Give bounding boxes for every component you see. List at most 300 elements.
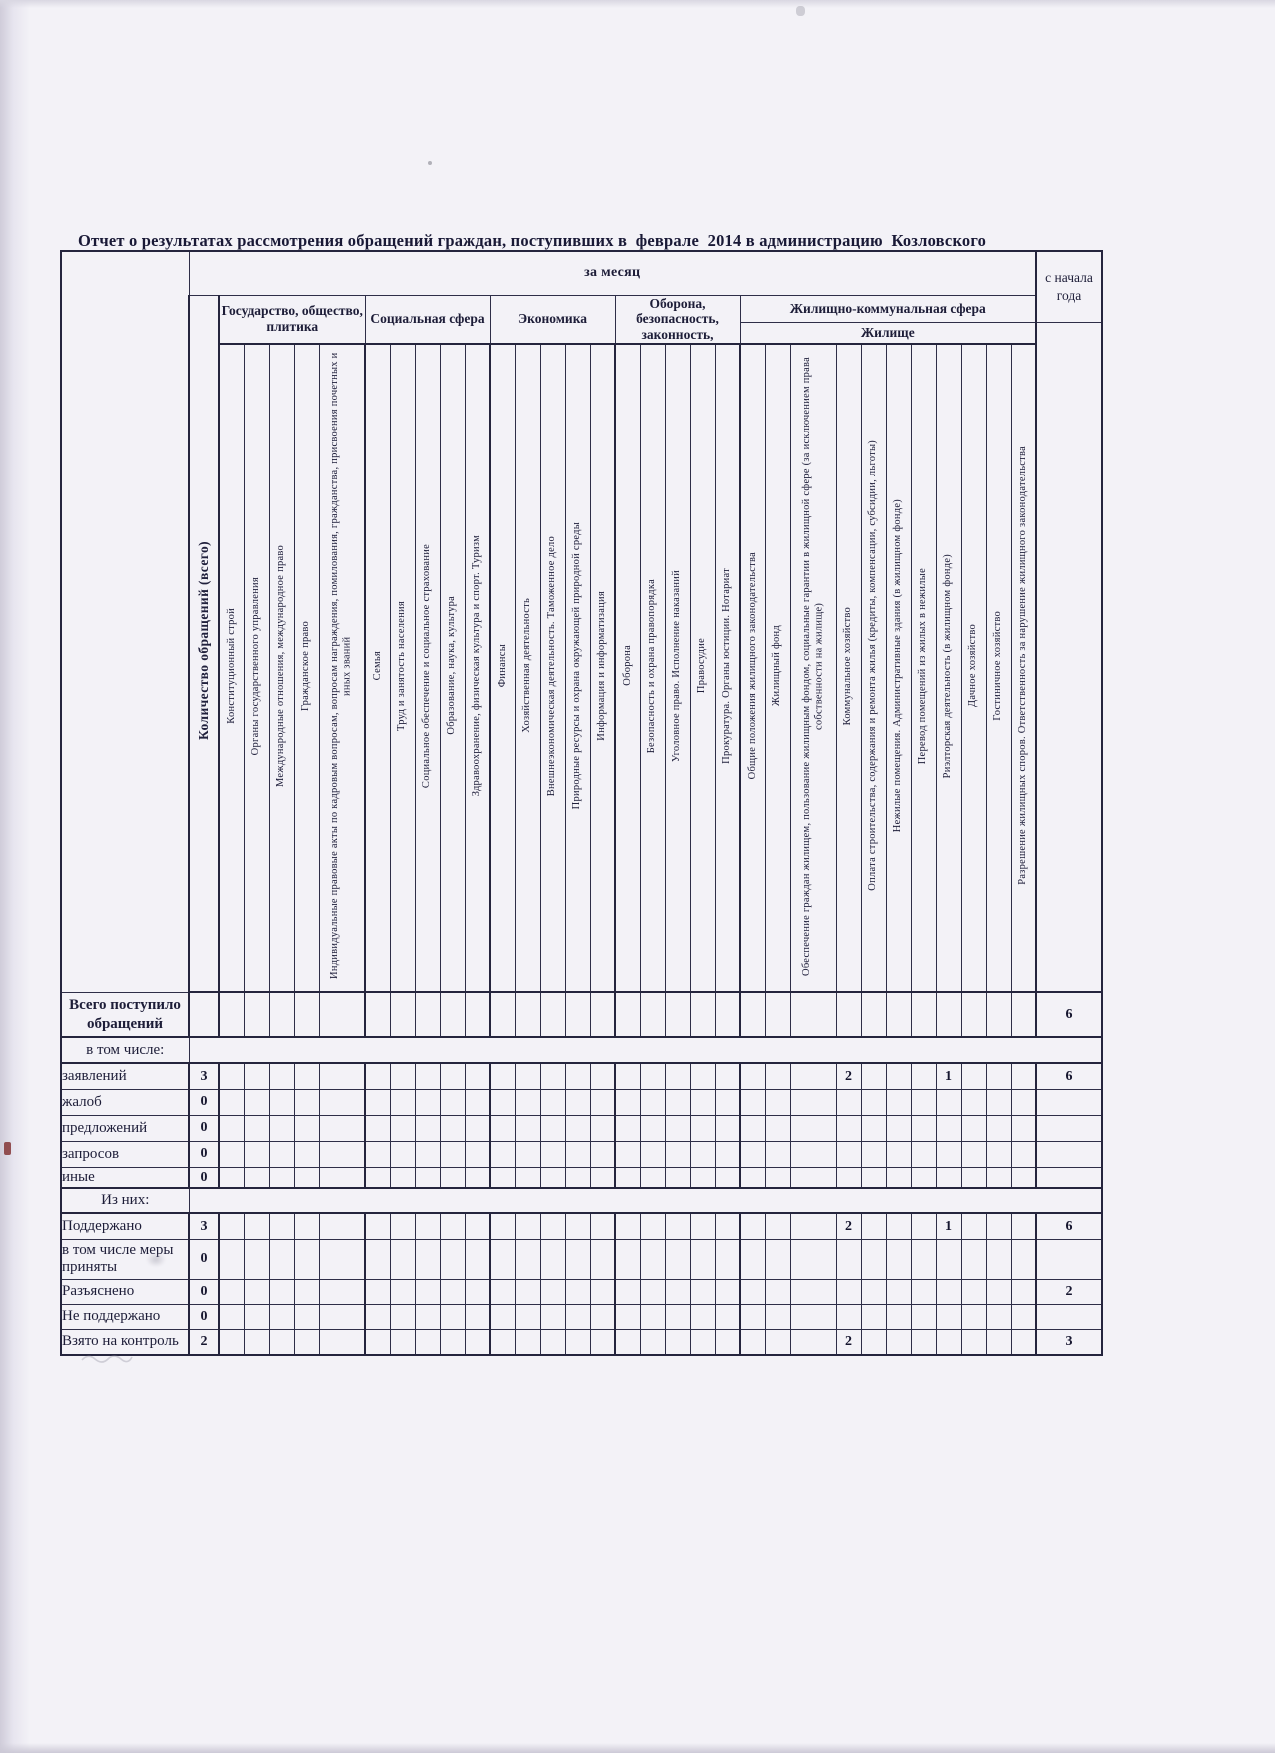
data-cell-col-23 xyxy=(836,1167,861,1188)
vertical-label-text: Социальное обеспечение и социальное страхование xyxy=(421,543,433,788)
data-cell-col-0 xyxy=(219,1089,244,1115)
data-cell-col-25 xyxy=(886,1239,911,1279)
data-cell-col-26 xyxy=(911,1213,936,1239)
data-cell-col-7 xyxy=(415,1239,440,1279)
data-cell-col-24 xyxy=(861,1329,886,1355)
data-cell-col-8 xyxy=(440,1063,465,1089)
data-cell-col-18 xyxy=(690,1213,715,1239)
vertical-label-text: Нежилые помещения. Административные здания (в жилищном фонде) xyxy=(892,499,904,833)
data-cell-col-15 xyxy=(615,1239,640,1279)
data-cell-col-29 xyxy=(986,1115,1011,1141)
table-row xyxy=(61,1089,1102,1115)
data-cell-col-10 xyxy=(490,992,515,1037)
data-cell-col-15 xyxy=(615,992,640,1037)
data-cell-col-19 xyxy=(715,1279,740,1304)
data-cell-col-11 xyxy=(515,1089,540,1115)
scan-artifact-pencil-squiggle xyxy=(80,1350,135,1366)
data-cell-col-2 xyxy=(269,1141,294,1167)
data-cell-col-1 xyxy=(244,1063,269,1089)
vertical-label-text: Гостиничное хозяйство xyxy=(992,610,1004,721)
vertical-label-text: Прокуратура. Органы юстиции. Нотариат xyxy=(721,567,733,764)
data-cell-col-28 xyxy=(961,1213,986,1239)
data-cell-col-12 xyxy=(540,1329,565,1355)
data-cell-col-23 xyxy=(836,1304,861,1329)
data-cell-col-2 xyxy=(269,1279,294,1304)
data-cell-col-16 xyxy=(640,1141,665,1167)
data-cell-col-0 xyxy=(219,1115,244,1141)
table-row xyxy=(61,1141,1102,1167)
data-cell-col-7 xyxy=(415,1089,440,1115)
report-title: Отчет о результатах рассмотрения обращений граждан, поступивших в феврале 2014 в администрацию Козловского xyxy=(78,231,987,250)
data-cell-col-22 xyxy=(790,1063,836,1089)
data-cell-col-9 xyxy=(465,1304,490,1329)
data-cell-col-16 xyxy=(640,1115,665,1141)
separator-empty-cell xyxy=(189,1188,1102,1213)
data-cell-col-12 xyxy=(540,1213,565,1239)
data-cell-col-11 xyxy=(515,1279,540,1304)
data-cell-col-6 xyxy=(390,1239,415,1279)
data-cell-col-28 xyxy=(961,1063,986,1089)
vertical-label-text: Разрешение жилищных споров. Ответственность за нарушение жилищного законодательства xyxy=(1017,446,1029,886)
column-header-19 xyxy=(715,344,740,992)
column-header-27 xyxy=(936,344,961,992)
table-row xyxy=(61,1239,1102,1279)
data-cell-col-1 xyxy=(244,1304,269,1329)
data-cell-col-14 xyxy=(590,1304,615,1329)
data-cell-col-23 xyxy=(836,992,861,1037)
data-cell-col-22 xyxy=(790,1279,836,1304)
data-cell-col-21 xyxy=(765,1329,790,1355)
data-cell-col-15 xyxy=(615,1279,640,1304)
data-cell-col-15 xyxy=(615,1115,640,1141)
year-value-cell: 3 xyxy=(1036,1329,1102,1355)
data-cell-col-1 xyxy=(244,1167,269,1188)
data-cell-col-27 xyxy=(936,992,961,1037)
data-cell-col-27: 1 xyxy=(936,1063,961,1089)
table-row xyxy=(61,1329,1102,1355)
vertical-label-text: Семья xyxy=(371,651,383,681)
data-cell-col-9 xyxy=(465,1213,490,1239)
data-cell-col-29 xyxy=(986,1213,1011,1239)
data-cell-col-5 xyxy=(365,1089,390,1115)
data-cell-col-15 xyxy=(615,1167,640,1188)
data-cell-col-10 xyxy=(490,1213,515,1239)
year-value-cell: 6 xyxy=(1036,992,1102,1037)
data-cell-col-5 xyxy=(365,1239,390,1279)
data-cell-col-12 xyxy=(540,992,565,1037)
data-cell-col-17 xyxy=(665,1279,690,1304)
data-cell-col-17 xyxy=(665,1063,690,1089)
data-cell-col-8 xyxy=(440,1304,465,1329)
count-cell: 0 xyxy=(189,1167,219,1188)
vertical-label-text: Органы государственного управления xyxy=(250,576,262,755)
column-header-10 xyxy=(490,344,515,992)
data-cell-col-17 xyxy=(665,1304,690,1329)
data-cell-col-22 xyxy=(790,992,836,1037)
data-cell-col-3 xyxy=(294,1089,319,1115)
data-cell-col-1 xyxy=(244,1279,269,1304)
data-cell-col-8 xyxy=(440,1115,465,1141)
data-cell-col-19 xyxy=(715,1213,740,1239)
data-cell-col-24 xyxy=(861,1304,886,1329)
row-label: Не поддержано xyxy=(61,1304,189,1329)
data-cell-col-16 xyxy=(640,1063,665,1089)
column-header-15 xyxy=(615,344,640,992)
data-cell-col-30 xyxy=(1011,1213,1036,1239)
data-cell-col-13 xyxy=(565,1167,590,1188)
data-cell-col-24 xyxy=(861,1279,886,1304)
data-cell-col-0 xyxy=(219,1304,244,1329)
data-cell-col-0 xyxy=(219,1239,244,1279)
scan-artifact-speck xyxy=(796,6,805,16)
vertical-label-text: Перевод помещений из жилых в нежилые xyxy=(917,567,929,764)
data-cell-col-21 xyxy=(765,1213,790,1239)
data-cell-col-23: 2 xyxy=(836,1213,861,1239)
data-cell-col-27 xyxy=(936,1089,961,1115)
data-cell-col-14 xyxy=(590,1115,615,1141)
data-cell-col-0 xyxy=(219,1279,244,1304)
data-cell-col-25 xyxy=(886,1141,911,1167)
data-cell-col-21 xyxy=(765,1279,790,1304)
data-cell-col-8 xyxy=(440,1279,465,1304)
vertical-label-text: Оплата строительства, содержания и ремонта жилья (кредиты, компенсации, субсидии, льготы) xyxy=(867,440,879,892)
vertical-label-text: Международные отношения, международное право xyxy=(275,544,287,787)
data-cell-col-29 xyxy=(986,1089,1011,1115)
data-cell-col-18 xyxy=(690,1115,715,1141)
data-cell-col-19 xyxy=(715,1141,740,1167)
data-cell-col-6 xyxy=(390,992,415,1037)
data-cell-col-16 xyxy=(640,1167,665,1188)
data-cell-col-13 xyxy=(565,1063,590,1089)
column-header-29 xyxy=(986,344,1011,992)
column-header-16 xyxy=(640,344,665,992)
data-cell-col-12 xyxy=(540,1167,565,1188)
data-cell-col-13 xyxy=(565,1115,590,1141)
data-cell-col-19 xyxy=(715,1115,740,1141)
count-cell: 3 xyxy=(189,1213,219,1239)
data-cell-col-2 xyxy=(269,1213,294,1239)
data-cell-col-19 xyxy=(715,1239,740,1279)
data-cell-col-27 xyxy=(936,1304,961,1329)
data-cell-col-20 xyxy=(740,1304,765,1329)
table-row xyxy=(61,1115,1102,1141)
data-cell-col-10 xyxy=(490,1089,515,1115)
data-cell-col-9 xyxy=(465,1141,490,1167)
data-cell-col-24 xyxy=(861,992,886,1037)
data-cell-col-22 xyxy=(790,1115,836,1141)
data-cell-col-13 xyxy=(565,1279,590,1304)
data-cell-col-22 xyxy=(790,1239,836,1279)
count-cell: 2 xyxy=(189,1329,219,1355)
group-header-2: Экономика xyxy=(490,295,615,344)
data-cell-col-22 xyxy=(790,1167,836,1188)
data-cell-col-3 xyxy=(294,1141,319,1167)
column-header-0 xyxy=(219,344,244,992)
data-cell-col-13 xyxy=(565,1089,590,1115)
data-cell-col-3 xyxy=(294,1304,319,1329)
data-cell-col-11 xyxy=(515,1239,540,1279)
data-cell-col-19 xyxy=(715,1089,740,1115)
year-value-cell: 6 xyxy=(1036,1063,1102,1089)
data-cell-col-11 xyxy=(515,1329,540,1355)
data-cell-col-1 xyxy=(244,1239,269,1279)
row-label: Из них: xyxy=(61,1188,189,1213)
data-cell-col-29 xyxy=(986,1063,1011,1089)
data-cell-col-0 xyxy=(219,1329,244,1355)
data-cell-col-10 xyxy=(490,1239,515,1279)
count-cell: 0 xyxy=(189,1089,219,1115)
data-cell-col-4 xyxy=(319,1115,365,1141)
data-cell-col-25 xyxy=(886,1279,911,1304)
data-cell-col-14 xyxy=(590,1089,615,1115)
scan-artifact-speck xyxy=(428,161,432,165)
year-value-cell xyxy=(1036,1304,1102,1329)
column-header-23 xyxy=(836,344,861,992)
data-cell-col-30 xyxy=(1011,1115,1036,1141)
column-header-26 xyxy=(911,344,936,992)
data-cell-col-25 xyxy=(886,1304,911,1329)
data-cell-col-28 xyxy=(961,1089,986,1115)
table-row xyxy=(61,1037,1102,1063)
count-cell: 3 xyxy=(189,1063,219,1089)
data-cell-col-27 xyxy=(936,1115,961,1141)
data-cell-col-3 xyxy=(294,1329,319,1355)
column-header-8 xyxy=(440,344,465,992)
data-cell-col-12 xyxy=(540,1239,565,1279)
data-cell-col-2 xyxy=(269,992,294,1037)
data-cell-col-26 xyxy=(911,1329,936,1355)
data-cell-col-22 xyxy=(790,1329,836,1355)
data-cell-col-17 xyxy=(665,1115,690,1141)
data-cell-col-9 xyxy=(465,1279,490,1304)
row-label: заявлений xyxy=(61,1063,189,1089)
data-cell-col-25 xyxy=(886,1213,911,1239)
data-cell-col-4 xyxy=(319,1279,365,1304)
period-header: за месяц xyxy=(189,251,1036,295)
data-cell-col-24 xyxy=(861,1115,886,1141)
data-cell-col-30 xyxy=(1011,1141,1036,1167)
year-value-cell xyxy=(1036,1167,1102,1188)
vertical-label-text: Дачное хозяйство xyxy=(967,624,979,708)
row-label: Поддержано xyxy=(61,1213,189,1239)
data-cell-col-0 xyxy=(219,1213,244,1239)
data-cell-col-28 xyxy=(961,1141,986,1167)
data-cell-col-24 xyxy=(861,1239,886,1279)
data-cell-col-20 xyxy=(740,1329,765,1355)
data-cell-col-21 xyxy=(765,1167,790,1188)
data-cell-col-26 xyxy=(911,1279,936,1304)
data-cell-col-20 xyxy=(740,992,765,1037)
year-value-cell: 6 xyxy=(1036,1213,1102,1239)
data-cell-col-23: 2 xyxy=(836,1329,861,1355)
count-cell: 0 xyxy=(189,1115,219,1141)
vertical-label-text: Жилищный фонд xyxy=(771,625,783,707)
year-header: с начала года xyxy=(1036,251,1102,322)
group-header-3: Оборона, безопасность, законность, xyxy=(615,295,740,344)
column-header-1 xyxy=(244,344,269,992)
data-cell-col-3 xyxy=(294,1213,319,1239)
data-cell-col-6 xyxy=(390,1115,415,1141)
data-cell-col-19 xyxy=(715,992,740,1037)
table-corner-cell xyxy=(61,251,189,992)
data-cell-col-27: 1 xyxy=(936,1213,961,1239)
data-cell-col-0 xyxy=(219,1141,244,1167)
data-cell-col-11 xyxy=(515,992,540,1037)
data-cell-col-30 xyxy=(1011,1239,1036,1279)
data-cell-col-26 xyxy=(911,1167,936,1188)
data-cell-col-16 xyxy=(640,1329,665,1355)
data-cell-col-3 xyxy=(294,1279,319,1304)
data-cell-col-8 xyxy=(440,1329,465,1355)
data-cell-col-18 xyxy=(690,1304,715,1329)
data-cell-col-1 xyxy=(244,1115,269,1141)
column-header-25 xyxy=(886,344,911,992)
data-cell-col-1 xyxy=(244,1089,269,1115)
count-cell: 0 xyxy=(189,1239,219,1279)
data-cell-col-3 xyxy=(294,1239,319,1279)
data-cell-col-19 xyxy=(715,1304,740,1329)
column-header-22 xyxy=(790,344,836,992)
data-cell-col-17 xyxy=(665,1141,690,1167)
data-cell-col-21 xyxy=(765,1141,790,1167)
scan-edge-bottom xyxy=(0,1743,1275,1753)
count-column-header xyxy=(189,295,219,992)
data-cell-col-11 xyxy=(515,1304,540,1329)
data-cell-col-7 xyxy=(415,992,440,1037)
row-label: запросов xyxy=(61,1141,189,1167)
column-header-12 xyxy=(540,344,565,992)
data-cell-col-29 xyxy=(986,1329,1011,1355)
data-cell-col-5 xyxy=(365,1213,390,1239)
data-cell-col-2 xyxy=(269,1329,294,1355)
vertical-label-text: Внешнеэкономическая деятельность. Таможенное дело xyxy=(546,535,558,796)
data-cell-col-5 xyxy=(365,1279,390,1304)
vertical-label-text: Конституционный строй xyxy=(225,607,237,724)
data-cell-col-19 xyxy=(715,1329,740,1355)
data-cell-col-17 xyxy=(665,1239,690,1279)
count-cell: 0 xyxy=(189,1304,219,1329)
data-cell-col-14 xyxy=(590,1063,615,1089)
data-cell-col-29 xyxy=(986,1304,1011,1329)
data-cell-col-21 xyxy=(765,1063,790,1089)
data-cell-col-27 xyxy=(936,1279,961,1304)
data-cell-col-4 xyxy=(319,1141,365,1167)
data-cell-col-16 xyxy=(640,1239,665,1279)
data-cell-col-24 xyxy=(861,1063,886,1089)
vertical-label-text: Правосудие xyxy=(696,638,708,694)
data-cell-col-7 xyxy=(415,1115,440,1141)
column-header-28 xyxy=(961,344,986,992)
data-cell-col-20 xyxy=(740,1115,765,1141)
data-cell-col-15 xyxy=(615,1141,640,1167)
data-cell-col-20 xyxy=(740,1213,765,1239)
column-header-24 xyxy=(861,344,886,992)
data-cell-col-20 xyxy=(740,1063,765,1089)
data-cell-col-30 xyxy=(1011,1279,1036,1304)
data-cell-col-1 xyxy=(244,1329,269,1355)
data-cell-col-18 xyxy=(690,1141,715,1167)
data-cell-col-21 xyxy=(765,1089,790,1115)
table-row xyxy=(61,1304,1102,1329)
data-cell-col-22 xyxy=(790,1141,836,1167)
data-cell-col-5 xyxy=(365,1115,390,1141)
data-cell-col-8 xyxy=(440,1239,465,1279)
data-cell-col-13 xyxy=(565,1213,590,1239)
data-cell-col-26 xyxy=(911,992,936,1037)
vertical-label-text: Хозяйственная деятельность xyxy=(521,598,533,734)
data-cell-col-26 xyxy=(911,1304,936,1329)
data-cell-col-6 xyxy=(390,1141,415,1167)
group-header-4: Жилищно-коммунальная сфера xyxy=(740,295,1036,322)
column-header-11 xyxy=(515,344,540,992)
data-cell-col-10 xyxy=(490,1141,515,1167)
data-cell-col-8 xyxy=(440,1089,465,1115)
data-cell-col-17 xyxy=(665,1167,690,1188)
data-cell-col-2 xyxy=(269,1115,294,1141)
data-cell-col-28 xyxy=(961,1279,986,1304)
data-cell-col-28 xyxy=(961,1115,986,1141)
data-cell-col-16 xyxy=(640,1213,665,1239)
data-cell-col-4 xyxy=(319,1167,365,1188)
vertical-label-text: Безопасность и охрана правопорядка xyxy=(646,578,658,753)
data-cell-col-23 xyxy=(836,1279,861,1304)
row-label: предложений xyxy=(61,1115,189,1141)
data-cell-col-0 xyxy=(219,992,244,1037)
data-cell-col-2 xyxy=(269,1063,294,1089)
column-header-30 xyxy=(1011,344,1036,992)
data-cell-col-15 xyxy=(615,1329,640,1355)
data-cell-col-22 xyxy=(790,1213,836,1239)
data-cell-col-7 xyxy=(415,1213,440,1239)
data-cell-col-17 xyxy=(665,1213,690,1239)
data-cell-col-30 xyxy=(1011,1304,1036,1329)
data-cell-col-10 xyxy=(490,1115,515,1141)
data-cell-col-21 xyxy=(765,992,790,1037)
data-cell-col-6 xyxy=(390,1304,415,1329)
data-cell-col-2 xyxy=(269,1304,294,1329)
data-cell-col-26 xyxy=(911,1115,936,1141)
report-table xyxy=(60,250,1103,1356)
data-cell-col-15 xyxy=(615,1089,640,1115)
data-cell-col-27 xyxy=(936,1141,961,1167)
data-cell-col-6 xyxy=(390,1089,415,1115)
separator-empty-cell xyxy=(189,1037,1102,1063)
data-cell-col-7 xyxy=(415,1141,440,1167)
data-cell-col-27 xyxy=(936,1329,961,1355)
data-cell-col-25 xyxy=(886,1329,911,1355)
data-cell-col-13 xyxy=(565,1239,590,1279)
data-cell-col-29 xyxy=(986,1141,1011,1167)
data-cell-col-9 xyxy=(465,1063,490,1089)
data-cell-col-24 xyxy=(861,1089,886,1115)
data-cell-col-5 xyxy=(365,1329,390,1355)
data-cell-col-18 xyxy=(690,1239,715,1279)
table-row xyxy=(61,1213,1102,1239)
data-cell-col-30 xyxy=(1011,992,1036,1037)
data-cell-col-13 xyxy=(565,1141,590,1167)
data-cell-col-26 xyxy=(911,1063,936,1089)
data-cell-col-24 xyxy=(861,1213,886,1239)
table-row xyxy=(61,1063,1102,1089)
data-cell-col-18 xyxy=(690,1279,715,1304)
data-cell-col-2 xyxy=(269,1089,294,1115)
data-cell-col-18 xyxy=(690,1063,715,1089)
data-cell-col-18 xyxy=(690,1089,715,1115)
group-header-1: Социальная сфера xyxy=(365,295,490,344)
data-cell-col-4 xyxy=(319,1239,365,1279)
data-cell-col-23: 2 xyxy=(836,1063,861,1089)
column-header-20 xyxy=(740,344,765,992)
